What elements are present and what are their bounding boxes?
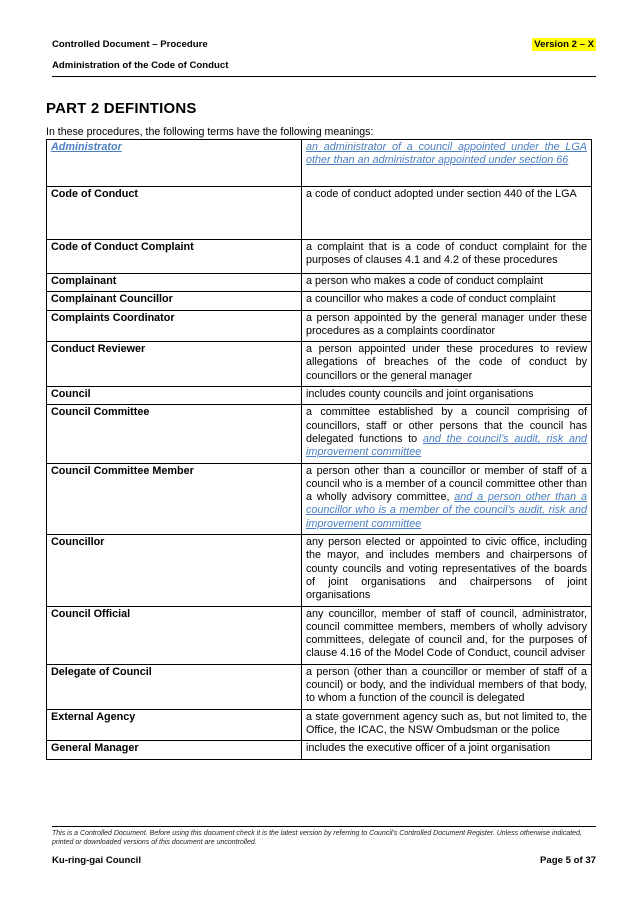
definition-term: Council Committee Member <box>47 463 302 534</box>
definition-term: Council Committee <box>47 405 302 463</box>
definition-row <box>47 606 592 664</box>
definition-term: Council Official <box>47 606 302 664</box>
version-badge: Version 2 – X <box>534 38 594 50</box>
definition-term: Complainant Councillor <box>47 292 302 310</box>
definition-term: External Agency <box>47 709 302 741</box>
definition-meaning: a person who makes a code of conduct complaint <box>302 274 592 292</box>
header-divider <box>52 76 596 77</box>
definition-term: Council <box>47 387 302 405</box>
definition-row <box>47 140 592 187</box>
meaning-text: an administrator of a council appointed under the LGA other than an administrator appointed under section 66 <box>306 141 587 167</box>
definition-meaning: a person appointed by the general manager under these procedures as a complaints coordinator <box>302 310 592 342</box>
document-title: Administration of the Code of Conduct <box>52 59 229 71</box>
definition-meaning: includes the executive officer of a joint organisation <box>302 741 592 759</box>
definition-meaning: any person elected or appointed to civic office, including the mayor, and includes members and chairpersons of county councils and voting representatives of the boards of joint organisations and chairpersons of joint organisations <box>302 535 592 606</box>
definition-row <box>47 310 592 342</box>
page-number: Page 5 of 37 <box>540 855 596 866</box>
definition-term <box>47 140 302 187</box>
definition-row <box>47 274 592 292</box>
controlled-document-note: This is a Controlled Document. Before using this document check it is the latest version by referring to Council’s Controlled Document Register. Unless otherwise indicated, printed or downloaded versions of this document are uncontrolled. <box>52 830 582 847</box>
definition-term: Conduct Reviewer <box>47 342 302 387</box>
term-text: Administrator <box>51 141 122 153</box>
definition-row <box>47 240 592 274</box>
tracked-insertion: and the council’s audit, risk and improvement committee <box>306 432 588 459</box>
definition-meaning: a state government agency such as, but not limited to, the Office, the ICAC, the NSW Ombudsman or the police <box>302 709 592 741</box>
page-footer <box>52 855 596 866</box>
definition-term: Delegate of Council <box>47 664 302 709</box>
section-title: PART 2 DEFINTIONS <box>46 100 197 117</box>
footer-divider <box>52 826 596 827</box>
tracked-insertion: and a person other than a councillor who is a member of the council’s audit, risk and improvement committee <box>306 491 587 530</box>
definition-row <box>47 292 592 310</box>
definition-row <box>47 405 592 463</box>
definition-meaning <box>302 140 592 187</box>
document-type: Controlled Document – Procedure <box>52 38 208 50</box>
definition-row <box>47 535 592 606</box>
definition-row <box>47 463 592 534</box>
definition-row <box>47 741 592 759</box>
definition-term: Complainant <box>47 274 302 292</box>
definition-meaning: any councillor, member of staff of council, administrator, council committee members, members of wholly advisory committees, delegate of council and, for the purposes of clause 4.16 of the Model Code of Conduct, council adviser <box>302 606 592 664</box>
page-header <box>52 36 596 73</box>
definition-meaning: a complaint that is a code of conduct complaint for the purposes of clauses 4.1 and 4.2 of these procedures <box>302 240 592 274</box>
definition-term: Code of Conduct <box>47 187 302 240</box>
organisation-name: Ku-ring-gai Council <box>52 855 141 866</box>
definition-row <box>47 709 592 741</box>
definition-meaning: a councillor who makes a code of conduct complaint <box>302 292 592 310</box>
definition-term: General Manager <box>47 741 302 759</box>
definition-row <box>47 187 592 240</box>
definition-term: Code of Conduct Complaint <box>47 240 302 274</box>
definition-row <box>47 664 592 709</box>
meaning-text: a code of conduct adopted under section 440 of the LGA <box>306 188 577 200</box>
meaning-text: a person other than a councillor or member of staff of a council who is a member of a council committee other than a wholly advisory committee, <box>306 464 587 504</box>
definition-meaning: includes county councils and joint organisations <box>302 387 592 405</box>
definition-meaning: a person appointed under these procedures to review allegations of breaches of the code of conduct by councillors or the general manager <box>302 342 592 387</box>
definition-meaning <box>302 187 592 240</box>
definitions-table <box>46 139 592 760</box>
intro-text: In these procedures, the following terms have the following meanings: <box>46 126 374 138</box>
definition-term: Complaints Coordinator <box>47 310 302 342</box>
definition-term: Councillor <box>47 535 302 606</box>
definition-meaning <box>302 405 592 463</box>
definition-meaning <box>302 463 592 534</box>
definition-meaning: a person (other than a councillor or member of staff of a council) or body, and the individual members of that body, to whom a function of the council is delegated <box>302 664 592 709</box>
definition-row <box>47 387 592 405</box>
definition-row <box>47 342 592 387</box>
meaning-text: a committee established by a council comprising of councillors, staff or other persons that the council has delegated functions to <box>306 406 587 445</box>
